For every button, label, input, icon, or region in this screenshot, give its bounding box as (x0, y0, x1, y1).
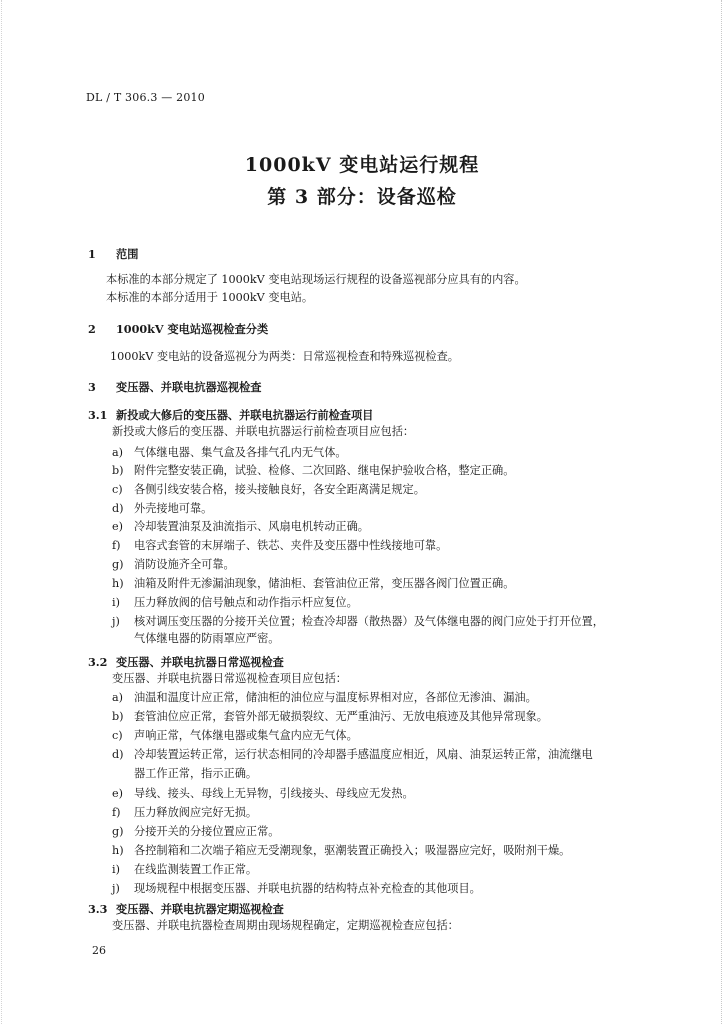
item-label: g) (112, 825, 124, 838)
item-label: a) (112, 446, 124, 459)
list-item (112, 558, 235, 572)
list-item (112, 691, 537, 705)
item-label: f) (112, 806, 121, 819)
list-item (112, 520, 369, 534)
section-title: 变压器、并联电抗器定期巡视检查 (116, 902, 284, 916)
section-number: 3.3 (88, 902, 108, 916)
item-text: 套管油位应正常，套管外部无破损裂纹、无严重油污、无放电痕迹及其他异常现象。 (134, 710, 548, 723)
item-text: 压力释放阀应完好无损。 (134, 806, 258, 819)
section-2-heading (88, 322, 268, 336)
item-text: 核对调压变压器的分接开关位置；检查冷却器（散热器）及气体继电器的阀门应处于打开位置， (134, 615, 604, 628)
item-text: 油温和温度计应正常，储油柜的油位应与温度标界相对应，各部位无渗油、漏油。 (134, 691, 537, 704)
section-title: 1000kV 变电站巡视检查分类 (116, 322, 269, 336)
item-label: i) (112, 596, 120, 609)
section-title: 变压器、并联电抗器巡视检查 (116, 380, 262, 394)
item-text: 油箱及附件无渗漏油现象，储油柜、套管油位正常，变压器各阀门位置正确。 (134, 577, 515, 590)
item-text: 各控制箱和二次端子箱应无受潮现象，驱潮装置正确投入；吸湿器应完好，吸附剂干燥。 (134, 844, 571, 857)
item-label: f) (112, 539, 121, 552)
section-3-1-intro: 新投或大修后的变压器、并联电抗器运行前检查项目应包括： (112, 425, 415, 438)
item-label: b) (112, 464, 124, 477)
item-label: j) (112, 615, 120, 628)
item-label: c) (112, 729, 123, 742)
item-text: 现场规程中根据变压器、并联电抗器的结构特点补充检查的其他项目。 (134, 882, 481, 895)
list-item (112, 615, 604, 629)
list-item (112, 502, 212, 516)
section-3-2-heading (88, 655, 284, 669)
section-3-1-heading (88, 408, 373, 422)
section-number: 3.1 (88, 408, 108, 422)
item-text: 分接开关的分接位置应正常。 (134, 825, 280, 838)
section-number: 2 (88, 322, 96, 336)
item-text: 冷却装置油泵及油流指示、风扇电机转动正确。 (134, 520, 369, 533)
item-label: a) (112, 691, 124, 704)
item-label: h) (112, 577, 124, 590)
item-label: g) (112, 558, 124, 571)
list-item (112, 577, 514, 591)
section-title: 新投或大修后的变压器、并联电抗器运行前检查项目 (116, 408, 374, 422)
item-label: e) (112, 520, 123, 533)
item-label: e) (112, 787, 123, 800)
section-number: 3 (88, 380, 96, 394)
doc-title: 1000kV 变电站运行规程 (244, 154, 480, 176)
section-title: 范围 (116, 247, 139, 261)
item-text: 电容式套管的末屏端子、铁芯、夹件及变压器中性线接地可靠。 (134, 539, 448, 552)
section-number: 3.2 (88, 655, 108, 669)
item-text: 声响正常，气体继电器或集气盒内应无气体。 (134, 729, 358, 742)
list-item (112, 729, 358, 743)
list-item (112, 464, 514, 478)
list-item (112, 787, 414, 801)
list-item-continuation (112, 632, 279, 646)
list-item (112, 863, 257, 877)
section-3-heading (88, 380, 261, 394)
item-text: 外壳接地可靠。 (134, 502, 213, 515)
section-3-3-intro: 变压器、并联电抗器检查周期由现场规程确定，定期巡视检查应包括： (112, 919, 459, 932)
section-1-para-1: 本标准的本部分规定了 1000kV 变电站现场运行规程的设备巡视部分应具有的内容。 (106, 273, 526, 286)
item-text: 导线、接头、母线上无异物，引线接头、母线应无发热。 (134, 787, 414, 800)
item-label: h) (112, 844, 124, 857)
item-label: j) (112, 882, 120, 895)
section-1-para-2: 本标准的本部分适用于 1000kV 变电站。 (106, 291, 314, 304)
item-label: b) (112, 710, 124, 723)
page-number: 26 (92, 944, 106, 957)
section-1-heading (88, 247, 138, 261)
list-item (112, 446, 347, 460)
item-text: 压力释放阀的信号触点和动作指示杆应复位。 (134, 596, 358, 609)
list-item (112, 596, 358, 610)
item-text: 附件完整安装正确，试验、检修、二次回路、继电保护验收合格，整定正确。 (134, 464, 515, 477)
list-item (112, 748, 593, 762)
list-item (112, 825, 279, 839)
list-item (112, 539, 447, 553)
item-text: 气体继电器的防雨罩应严密。 (134, 632, 280, 645)
item-label: i) (112, 863, 120, 876)
item-text: 消防设施齐全可靠。 (134, 558, 235, 571)
item-label: d) (112, 748, 124, 761)
item-text: 器工作正常，指示正确。 (134, 767, 258, 780)
list-item (112, 710, 548, 724)
section-2-para-1: 1000kV 变电站的设备巡视分为两类：日常巡视检查和特殊巡视检查。 (110, 350, 459, 363)
list-item (112, 844, 570, 858)
section-title: 变压器、并联电抗器日常巡视检查 (116, 655, 284, 669)
standard-number-header: DL / T 306.3 — 2010 (86, 91, 205, 104)
list-item (112, 882, 481, 896)
list-item-continuation (112, 767, 257, 781)
list-item (112, 806, 257, 820)
item-label: d) (112, 502, 124, 515)
section-3-3-heading (88, 902, 284, 916)
item-text: 各侧引线安装合格，接头接触良好，各安全距离满足规定。 (134, 483, 425, 496)
item-text: 冷却装置运转正常，运行状态相同的冷却器手感温度应相近，风扇、油泵运转正常，油流继电 (134, 748, 593, 761)
section-3-2-intro: 变压器、并联电抗器日常巡视检查项目应包括： (112, 672, 347, 685)
section-number: 1 (88, 247, 96, 261)
item-label: c) (112, 483, 123, 496)
list-item (112, 483, 425, 497)
item-text: 在线监测装置工作正常。 (134, 863, 258, 876)
item-text: 气体继电器、集气盒及各排气孔内无气体。 (134, 446, 347, 459)
doc-subtitle: 第 3 部分：设备巡检 (267, 186, 457, 208)
